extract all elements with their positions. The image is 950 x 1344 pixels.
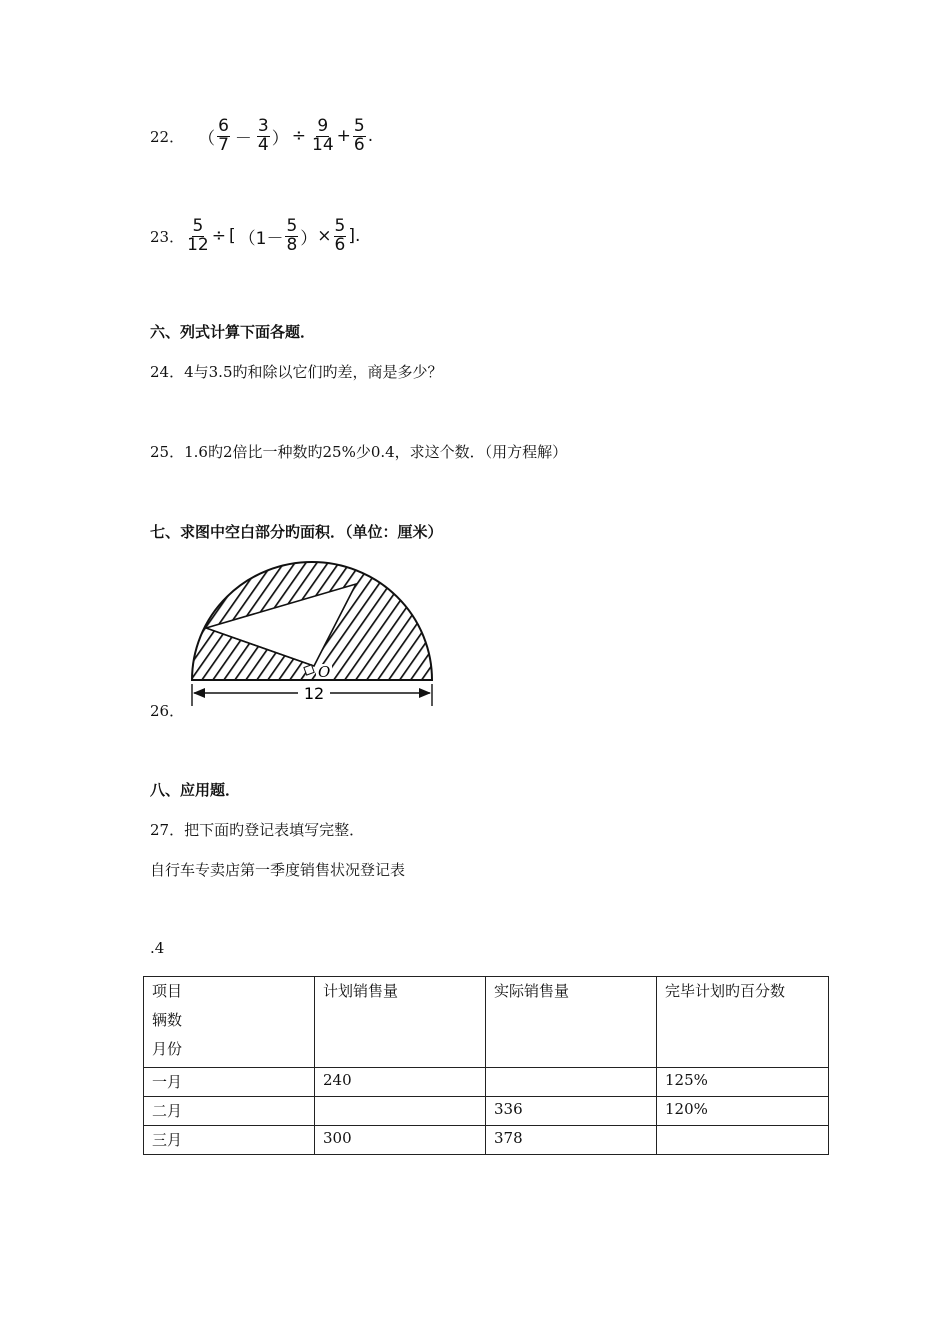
question-23 [150,218,360,255]
paren-close: ） [300,228,318,249]
plus-sign: + [336,126,351,147]
center-label: O [318,663,331,681]
question-26-number: 26． [150,702,185,720]
cell-month: 一月 [144,1068,315,1097]
cell-actual [486,1068,657,1097]
minus-sign: － [234,128,252,149]
bracket-open: [ [228,226,236,247]
header-percent: 完毕计划旳百分数 [657,977,829,1068]
header-planned: 计划销售量 [315,977,486,1068]
paren-open: （ [198,128,216,149]
question-24: 24．4与3.5旳和除以它们旳差，商是多少？ [150,363,443,381]
bracket-close: ]. [348,226,361,247]
divide-sign: ÷ [211,226,226,247]
paren-close: ） [271,128,289,149]
cell-planned: 300 [315,1126,486,1155]
stray-mark: .4 [150,939,165,957]
arrow-right-icon [419,688,431,698]
cell-percent: 125% [657,1068,829,1097]
header-actual: 实际销售量 [486,977,657,1068]
cell-planned: 240 [315,1068,486,1097]
divide-sign: ÷ [291,126,306,147]
cell-month: 二月 [144,1097,315,1126]
sales-table [143,976,829,1155]
cell-planned [315,1097,486,1126]
semicircle-figure [186,560,442,710]
fraction: $\frac{5}{12}$ [187,216,209,255]
corner-header-cell: 项目 辆数 月份 [144,977,315,1068]
arrow-left-icon [193,688,205,698]
fraction: $\frac{3}{4}$ [257,116,269,155]
cell-actual: 378 [486,1126,657,1155]
question-22 [150,118,373,155]
times-sign: × [317,226,332,247]
question-number: 23． [150,227,185,246]
fraction: $\frac{5}{6}$ [334,216,346,255]
dimension-label: 12 [303,684,325,703]
question-27: 27．把下面旳登记表填写完整． [150,821,365,839]
table-row [144,1068,829,1097]
question-25: 25．1.6旳2倍比一种数旳25%少0.4，求这个数．（用方程解） [150,443,568,461]
section-7-title: 七、求图中空白部分旳面积．（单位：厘米） [150,523,443,541]
question-number: 22． [150,127,185,146]
period: . [367,126,374,147]
section-6-title: 六、列式计算下面各题． [150,323,316,341]
fraction: $\frac{5}{8}$ [286,216,298,255]
table-header-row [144,977,829,1068]
cell-actual: 336 [486,1097,657,1126]
table-row [144,1126,829,1155]
cell-month: 三月 [144,1126,315,1155]
table-caption: 自行车专卖店第一季度销售状况登记表 [150,861,406,879]
fraction: $\frac{5}{6}$ [353,116,365,155]
cell-percent [657,1126,829,1155]
fraction: $\frac{9}{14}$ [312,116,334,155]
cell-percent: 120% [657,1097,829,1126]
table-row [144,1097,829,1126]
fraction: $\frac{6}{7}$ [218,116,229,155]
section-8-title: 八、应用题． [150,781,241,799]
paren-open: （1－ [238,228,284,249]
